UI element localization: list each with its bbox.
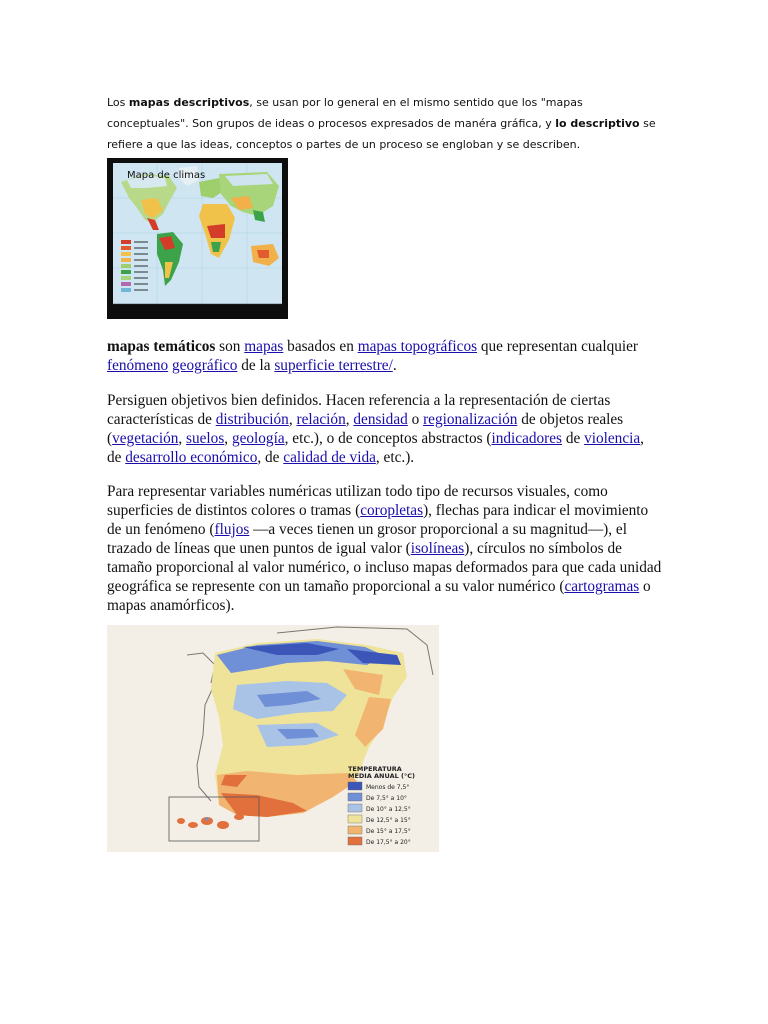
link-densidad[interactable]: densidad	[353, 411, 408, 428]
text: basados en	[283, 338, 358, 355]
link-vegetacion[interactable]: vegetación	[112, 430, 179, 447]
text: ), flechas para indicar el movimiento de un fenómeno (	[107, 502, 649, 538]
link-superficie-terrestre[interactable]: superficie terrestre/	[274, 357, 393, 374]
link-geologia[interactable]: geología	[231, 430, 285, 447]
text: Persiguen objetivos bien definidos. Hacen referencia a la representación de ciertas características de	[107, 392, 611, 428]
text: , de	[107, 430, 644, 466]
tematicos-paragraph	[107, 337, 662, 375]
text: ,	[345, 411, 354, 428]
link-desarrollo-economico[interactable]: desarrollo económico	[125, 449, 258, 466]
legend-swatch	[348, 793, 362, 801]
link-violencia[interactable]: violencia	[584, 430, 641, 447]
legend-swatch	[348, 815, 362, 823]
text: , de	[257, 449, 284, 466]
intro-bold-term: lo descriptivo	[555, 117, 640, 130]
intro-bold-term: mapas descriptivos	[128, 96, 250, 109]
tematicos-bold: mapas temáticos	[107, 338, 216, 355]
legend-swatch	[348, 782, 362, 790]
link-relacion[interactable]: relación	[296, 411, 346, 428]
link-regionalizacion[interactable]: regionalización	[423, 411, 518, 428]
text: o mapas anamórficos).	[107, 578, 651, 614]
link-distribucion[interactable]: distribución	[215, 411, 289, 428]
text: ,	[288, 411, 297, 428]
world-climate-map	[107, 158, 288, 319]
text: ,	[178, 430, 187, 447]
link-fenomeno[interactable]: fenómeno	[107, 357, 169, 374]
link-mapas[interactable]: mapas	[244, 338, 284, 355]
text: ), círculos no símbolos de tamaño proporcional al valor numérico, o incluso mapas deformados para que cada unidad geográfica se represente con un tamaño proporcional a su valor numérico (	[107, 540, 662, 595]
text: , etc.).	[375, 449, 415, 466]
text: de	[562, 430, 585, 447]
legend-swatch	[348, 804, 362, 812]
legend-label: De 12,5° a 15°	[366, 817, 411, 824]
legend-swatch	[348, 826, 362, 834]
legend-title-1: TEMPERATURA	[348, 765, 402, 773]
text: ,	[224, 430, 232, 447]
link-geografico[interactable]: geográfico	[172, 357, 238, 374]
text: de la	[237, 357, 275, 374]
legend-title-2: MEDIA ANUAL (°C)	[348, 772, 415, 780]
link-cartogramas[interactable]: cartogramas	[564, 578, 640, 595]
legend-label: De 17,5° a 20°	[366, 839, 411, 846]
text: —a veces tienen un grosor proporcional a su magnitud—), el trazado de líneas que unen puntos de igual valor (	[107, 521, 627, 557]
legend-swatch	[348, 837, 362, 845]
legend-label: De 7,5° a 10°	[366, 795, 407, 802]
intro-text: , se usan por lo general en el mismo sentido que los "mapas conceptuales". Son grupos de ideas o procesos expresados de manéra gráfica, y	[107, 96, 583, 130]
link-mapas-topograficos[interactable]: mapas topográficos	[357, 338, 478, 355]
world-map-title: Mapa de climas	[127, 170, 206, 181]
link-calidad-de-vida[interactable]: calidad de vida	[283, 449, 376, 466]
text: , etc.), o de conceptos abstractos (	[284, 430, 492, 447]
text: son	[215, 338, 245, 355]
text: .	[392, 357, 397, 374]
intro-text: Los	[107, 96, 129, 109]
link-coropletas[interactable]: coropletas	[360, 502, 424, 519]
text: Para representar variables numéricas utilizan todo tipo de recursos visuales, como superficies de distintos colores o tramas (	[107, 483, 608, 519]
legend-label: De 10° a 12,5°	[366, 806, 411, 813]
legend-label: Menos de 7,5°	[366, 784, 410, 791]
link-flujos[interactable]: flujos	[214, 521, 250, 538]
link-suelos[interactable]: suelos	[186, 430, 225, 447]
legend-label: De 15° a 17,5°	[366, 828, 411, 835]
spain-temperature-map	[107, 625, 439, 852]
variables-paragraph	[107, 482, 662, 615]
objetivos-paragraph	[107, 391, 662, 467]
intro-paragraph	[107, 92, 667, 155]
link-indicadores[interactable]: indicadores	[491, 430, 562, 447]
link-isolineas[interactable]: isolíneas	[410, 540, 465, 557]
text: o	[407, 411, 424, 428]
text: que representan cualquier	[477, 338, 639, 355]
intro-text: se refiere a que las ideas, conceptos o partes de un proceso se engloban y se describen.	[107, 117, 656, 151]
text: de objetos reales (	[107, 411, 624, 447]
